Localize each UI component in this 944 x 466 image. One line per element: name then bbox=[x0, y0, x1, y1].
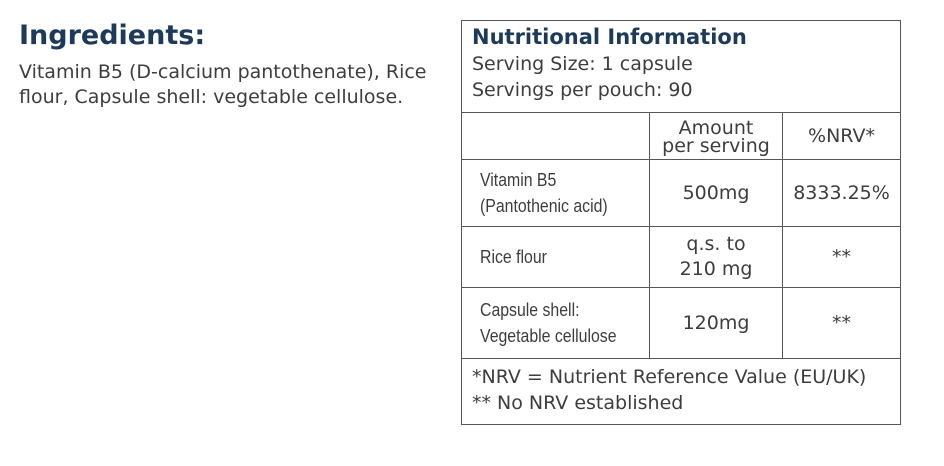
header-nrv-cell bbox=[783, 112, 900, 159]
ingredients-line-2: flour, Capsule shell: vegetable cellulose. bbox=[19, 86, 404, 108]
table-row bbox=[462, 160, 900, 227]
nutrition-grid bbox=[462, 112, 900, 358]
row-nrv: ** bbox=[832, 245, 851, 268]
row-name-line-1: Capsule shell: bbox=[480, 300, 580, 320]
footnote-no-nrv: ** No NRV established bbox=[472, 392, 684, 414]
header-amount-cell bbox=[650, 112, 783, 159]
table-row bbox=[462, 227, 900, 288]
header-name-cell bbox=[462, 112, 650, 159]
ingredients-line-1: Vitamin B5 (D-calcium pantothenate), Rice bbox=[19, 61, 427, 83]
row-nrv-cell bbox=[783, 227, 900, 287]
row-amount-cell bbox=[650, 160, 783, 226]
ingredients-heading: Ingredients: bbox=[19, 20, 206, 51]
row-nrv-cell bbox=[783, 288, 900, 358]
row-amount-line-1: 120mg bbox=[682, 311, 750, 334]
row-name-line-1: Vitamin B5 bbox=[480, 170, 557, 190]
row-amount-cell bbox=[650, 288, 783, 358]
footnotes bbox=[472, 364, 866, 416]
header-amount-line-1: Amount bbox=[678, 116, 754, 139]
header-nrv: %NRV* bbox=[808, 124, 875, 147]
row-name-line-1: Rice flour bbox=[480, 247, 547, 267]
ingredients-text bbox=[19, 60, 459, 110]
nutrition-title: Nutritional Information bbox=[472, 25, 747, 49]
row-nrv-cell bbox=[783, 160, 900, 226]
footnote-nrv-definition: *NRV = Nutrient Reference Value (EU/UK) bbox=[472, 366, 867, 388]
row-name-cell bbox=[462, 227, 650, 287]
servings-per-pouch: Servings per pouch: 90 bbox=[472, 79, 693, 101]
nutrition-header bbox=[462, 21, 900, 113]
nutrition-table bbox=[461, 20, 901, 425]
table-row bbox=[462, 288, 900, 359]
row-amount-line-1: 500mg bbox=[682, 181, 750, 204]
row-amount-cell bbox=[650, 227, 783, 287]
row-amount-line-1: q.s. to bbox=[686, 233, 746, 255]
ingredients-section bbox=[19, 18, 459, 110]
table-header-row bbox=[462, 112, 900, 160]
serving-size: Serving Size: 1 capsule bbox=[472, 53, 693, 75]
row-amount-line-2: 210 mg bbox=[679, 258, 753, 280]
row-name-cell bbox=[462, 288, 650, 358]
row-name-line-2: (Pantothenic acid) bbox=[480, 196, 608, 216]
row-name-line-2: Vegetable cellulose bbox=[480, 326, 617, 346]
row-nrv: ** bbox=[832, 311, 851, 334]
row-name-cell bbox=[462, 160, 650, 226]
row-nrv: 8333.25% bbox=[793, 181, 890, 204]
header-amount-line-2: per serving bbox=[662, 134, 770, 157]
